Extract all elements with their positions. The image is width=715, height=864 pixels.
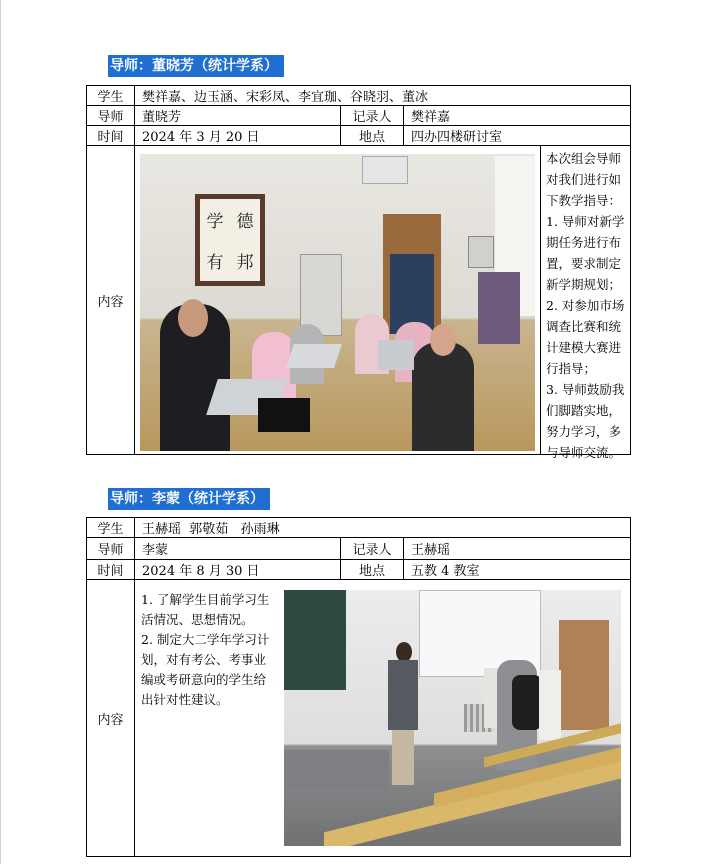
description-line: 期任务进行布 [546,235,622,250]
meeting-photo [140,154,535,451]
description-line: 新学期规划； [546,277,622,292]
students-row [87,86,630,106]
page-edge [0,0,1,864]
description-line: 1. 导师对新学 [546,214,625,229]
description-line: 本次组会导师 [546,151,622,166]
content-label: 内容 [97,294,124,310]
place-value: 四办四楼研讨室 [411,130,503,145]
description-line: 2. 对参加市场 [546,298,625,313]
time-row [87,560,630,580]
description-line: 2. 制定大二学年学习计 [141,632,270,647]
mentor-row [87,538,630,560]
content-row [87,146,630,460]
description-line: 对我们进行如 [546,172,622,187]
calligraphy-char: 德 [236,212,254,232]
place-label: 地点 [358,564,385,579]
description-line: 出针对性建议。 [141,692,229,707]
place-value: 五教 4 教室 [411,564,480,579]
mentor-label: 导师 [97,110,124,125]
section-heading: 导师：董晓芳（统计学系） [108,55,284,77]
guidance-description [546,148,624,463]
record-table [86,85,631,460]
time-row [87,126,630,146]
mentor-value: 董晓芳 [142,110,182,125]
recorder-label: 记录人 [352,543,392,558]
content-row [87,580,630,856]
mentor-label: 导师 [97,543,124,558]
students-label: 学生 [97,522,124,537]
students-value: 王赫瑶 郭敬茹 孙雨琳 [142,522,280,537]
time-value: 2024 年 8 月 30 日 [142,564,260,579]
time-label: 时间 [97,564,124,579]
students-label: 学生 [97,90,124,105]
description-line: 努力学习，多 [546,424,622,439]
description-line: 下教学指导： [546,193,622,208]
description-line: 1. 了解学生目前学习生 [141,592,270,607]
description-line: 计建模大赛进 [546,340,622,355]
guidance-description [141,590,269,710]
time-value: 2024 年 3 月 20 日 [142,130,260,145]
time-label: 时间 [97,130,124,145]
place-label: 地点 [358,130,385,145]
recorder-value: 樊祥嘉 [411,110,451,125]
calligraphy-char: 邦 [236,253,254,273]
description-line: 3. 导师鼓励我 [546,382,625,397]
calligraphy-char: 有 [206,253,224,273]
section-heading: 导师：李蒙（统计学系） [108,488,270,510]
description-line: 编或考研意向的学生给 [141,672,267,687]
description-line: 调查比赛和统 [546,319,622,334]
recorder-value: 王赫瑶 [411,543,451,558]
students-row [87,518,630,538]
classroom-photo [284,590,621,846]
description-line: 行指导； [546,361,597,376]
content-label: 内容 [97,712,124,728]
description-line: 划，对有考公、考事业 [141,652,267,667]
mentor-value: 李蒙 [142,543,169,558]
calligraphy-char: 学 [206,212,224,232]
mentor-row [87,106,630,126]
description-line: 活情况、思想情况。 [141,612,254,627]
students-value: 樊祥嘉、边玉涵、宋彩凤、李宜珈、谷晓羽、董冰 [142,90,429,105]
description-line: 置，要求制定 [546,256,622,271]
record-table [86,517,631,857]
recorder-label: 记录人 [352,110,392,125]
description-line: 们脚踏实地， [546,403,622,418]
calligraphy-frame [195,194,265,286]
description-line: 与导师交流。 [546,445,622,460]
